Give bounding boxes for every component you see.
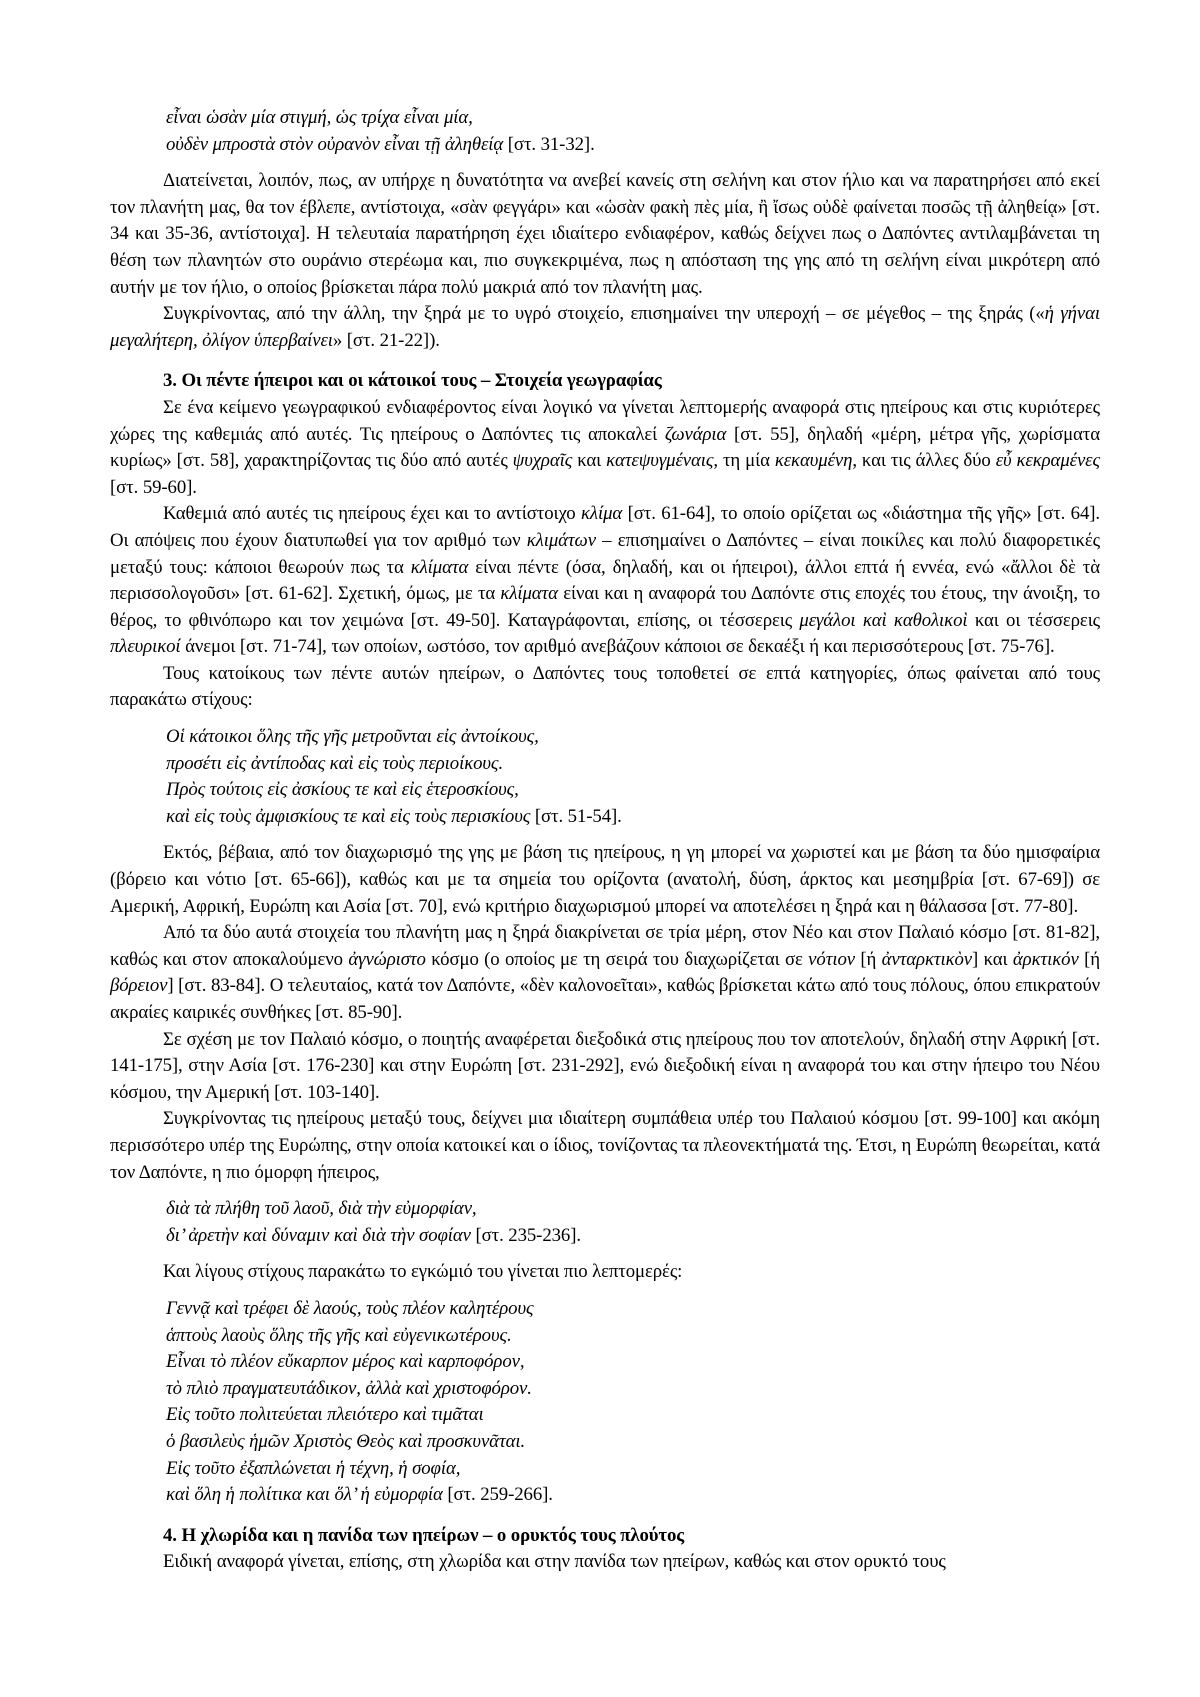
section-heading (110, 368, 1100, 395)
text-run: κλιμάτων (526, 529, 596, 551)
text-run: ] [στ. 83-84]. Ο τελευταίος, κατά τον Δαπόντε, «δὲν καλονοεῖται», καθώς βρίσκεται κάτω από τους πόλους, όπου επικρατούν ακραίες καιρικές συνθήκες [στ. 85-90]. (110, 975, 1100, 1023)
text-run: κατεψυγμέναις (606, 450, 714, 472)
text-run: [στ. 31-32]. (503, 133, 595, 155)
paragraph (110, 840, 1100, 920)
paragraph (110, 168, 1100, 301)
text-run: 4. Η χλωρίδα και η πανίδα των ηπείρων – ο ορυκτός τους πλούτος (163, 1524, 685, 1546)
text-run: , τη μία (713, 450, 775, 472)
text-run: είναι και η αναφορά του Δαπόντε στις εποχές του έτους, την άνοιξη, το θέρος, το φθινόπωρο και τον χειμώνα [στ. 49-50]. Καταγράφονται, επίσης, οι τέσσερεις (110, 583, 1100, 631)
verse-block (166, 105, 1100, 158)
text-run: » [στ. 21-22]). (332, 329, 440, 351)
text-run: [στ. 61-64], το οποίο ορίζεται ως «διάστημα τῆς γῆς» [στ. 64]. Οι απόψεις που έχουν διατυπωθεί για τον αριθμό των (110, 503, 1100, 551)
text-run: [ή (1078, 948, 1100, 970)
text-run: εὖ κεκραμένες (995, 450, 1100, 472)
text-run: ἀγνώριστο (348, 948, 426, 970)
text-run: ἁπτοὺς λαοὺς ὅλης τῆς γῆς καὶ εὐγενικωτέρους. (166, 1324, 512, 1346)
text-run: μεγάλοι καὶ καθολικοὶ (799, 609, 968, 631)
paragraph (110, 920, 1100, 1026)
paragraph (110, 1106, 1100, 1186)
text-run: Καθεμιά από αυτές τις ηπείρους έχει και το αντίστοιχο (163, 503, 581, 525)
text-run: Συγκρίνοντας, από την άλλη, την ξηρά με το υγρό στοιχείο, επισημαίνει την υπεροχή – σε μέγεθος – της ξηράς (« (163, 303, 1045, 325)
text-run: εἶναι ὡσὰν μία στιγμή, ὡς τρίχα εἶναι μία, (166, 107, 473, 128)
text-run: καὶ εἰς τοὺς ἀμφισκίους τε καὶ εἰς τοὺς περισκίους (166, 805, 531, 827)
paragraph (110, 661, 1100, 714)
text-run: [ή (854, 948, 882, 970)
text-run: Εἰς τοῦτο πολιτεύεται πλειότερο καὶ τιμᾶται (166, 1404, 484, 1426)
text-run: Σε σχέση με τον Παλαιό κόσμο, ο ποιητής αναφέρεται διεξοδικά στις ηπείρους που τον αποτελούν, δηλαδή στην Αφρική [στ. 141-175], στην Ασία [στ. 176-230] και στην Ευρώπη [στ. 231-292], ενώ διεξοδική είναι η αναφορά του και στην ήπειρο του Νέου κόσμου, την Αμερική [στ. 103-140]. (110, 1028, 1100, 1103)
verse-line (166, 724, 1100, 751)
paragraph (110, 395, 1100, 501)
text-run: [στ. 259-266]. (442, 1484, 553, 1506)
paragraph (110, 501, 1100, 661)
text-run: Διατείνεται, λοιπόν, πως, αν υπήρχε η δυνατότητα να ανεβεί κανείς στη σελήνη και στον ήλιο και να παρατηρήσει από εκεί τον πλανήτη μας, θα τον έβλεπε, αντίστοιχα, «σὰν φεγγάρι» και «ὡσὰν φακὴ πὲς μία, ἢ ἴσως οὐδὲ φαίνεται ποσῶς τῇ ἀληθείᾳ» [στ. 34 και 35-36, αντίστοιχα]. Η τελευταία παρατήρηση έχει ιδιαίτερο ενδιαφέρον, καθώς δείχνει πως ο Δαπόντες αντιλαμβάνεται τη θέση των πλανητών στο ουράνιο στερέωμα και, πιο συγκεκριμένα, πως η απόσταση της γης από τη σελήνη είναι μικρότερη από αυτήν με τον ήλιο, ο οποίος βρίσκεται πάρα πολύ μακριά από τον πλανήτη μας. (110, 170, 1100, 298)
text-run: πλευρικοί (110, 636, 181, 658)
text-run: Ειδική αναφορά γίνεται, επίσης, στη χλωρίδα και στην πανίδα των ηπείρων, καθώς και στον ορυκτό τους (163, 1551, 946, 1573)
verse-line (166, 777, 1100, 804)
verse-line (166, 1349, 1100, 1376)
text-run: [στ. 59-60]. (110, 476, 197, 498)
paragraph (110, 1259, 1100, 1286)
section-heading (110, 1523, 1100, 1550)
verse-line (166, 1429, 1100, 1456)
verse-line (166, 1456, 1100, 1483)
text-run: Και λίγους στίχους παρακάτω το εγκώμιό του γίνεται πιο λεπτομερές: (163, 1261, 683, 1283)
paragraph (110, 1549, 1100, 1576)
verse-line (166, 1402, 1100, 1429)
text-run: άνεμοι [στ. 71-74], των οποίων, ωστόσο, τον αριθμό ανεβάζουν κάποιοι σε δεκαέξι ή και περισσότερους [στ. 75-76]. (180, 636, 1055, 658)
text-run: Από τα δύο αυτά στοιχεία του πλανήτη μας η ξηρά διακρίνεται σε τρία μέρη, στον Νέο και στον Παλαιό κόσμο [στ. 81-82], καθώς και στον αποκαλούμενο (110, 922, 1100, 970)
verse-line (166, 1323, 1100, 1350)
text-run: κόσμο (ο οποίος με τη σειρά του διαχωρίζεται σε (425, 948, 809, 970)
text-run: διὰ τὰ πλήθη τοῦ λαοῦ, διὰ τὴν εὐμορφίαν, (166, 1198, 477, 1220)
text-run: ἀνταρκτικὸν (881, 948, 973, 970)
text-run: Σε ένα κείμενο γεωγραφικού ενδιαφέροντος είναι λογικό να γίνεται λεπτομερής αναφορά στις ηπείρους και στις κυριότερες χώρες της καθεμιάς από αυτές. Τις ηπείρους ο Δαπόντες τις αποκαλεί (110, 396, 1100, 445)
verse-line (166, 1223, 1100, 1250)
verse-line (166, 1296, 1100, 1323)
text-run: τὸ πλιὸ πραγματευτάδικον, ἀλλὰ καὶ χριστοφόρον. (166, 1377, 532, 1399)
text-run: – επισημαίνει ο Δαπόντες – είναι ποικίλες και πολύ διαφορετικές μεταξύ τους: κάποιοι θεωρούν πως τα (110, 529, 1100, 578)
text-run: Πρὸς τούτοις εἰς ἀσκίους τε καὶ εἰς ἑτεροσκίους, (166, 779, 519, 801)
text-run: Γεννᾷ καὶ τρέφει δὲ λαούς, τοὺς πλέον καλητέρους (166, 1297, 534, 1319)
text-run: ὁ βασιλεὺς ἡμῶν Χριστὸς Θεὸς καὶ προσκυνᾶται. (166, 1430, 526, 1452)
text-run: προσέτι εἰς ἀντίποδας καὶ εἰς τοὺς περιοίκους. (166, 752, 504, 774)
document-content (110, 95, 1100, 1576)
text-run: Συγκρίνοντας τις ηπείρους μεταξύ τους, δείχνει μια ιδιαίτερη συμπάθεια υπέρ του Παλαιού κόσμου [στ. 99-100] και ακόμη περισσότερο υπέρ της Ευρώπης, στην οποία κατοικεί και ο ίδιος, τονίζοντας τα πλεονεκτήματά της. Έτσι, η Ευρώπη θεωρείται, κατά τον Δαπόντε, η πιο όμορφη ήπειρος, (110, 1108, 1100, 1183)
text-run: κλίμα (581, 503, 623, 525)
paragraph (110, 301, 1100, 354)
text-run: νότιον (808, 948, 855, 970)
text-run: είναι πέντε (όσα, δηλαδή, και οι ήπειροι), άλλοι επτά ή εννέα, ενώ «ἄλλοι δὲ τὰ περισσολογοῦσι» [στ. 61-62]. Σχετική, όμως, με τα (110, 556, 1100, 605)
text-run: Εἰς τοῦτο ἐξαπλώνεται ἡ τέχνη, ἡ σοφία, (166, 1457, 461, 1479)
text-run: [στ. 55], δηλαδή «μέρη, μέτρα γῆς, χωρίσματα κυρίως» [στ. 58], χαρακτηρίζοντας τις δύο από αυτές (110, 423, 1100, 472)
verse-line (166, 1376, 1100, 1403)
verse-line (166, 751, 1100, 778)
text-run: δι’ ἀρετὴν καὶ δύναμιν καὶ διὰ τὴν σοφίαν (166, 1224, 471, 1246)
paragraph (110, 1027, 1100, 1107)
text-run: ζωνάρια (664, 423, 727, 445)
text-run: κλίματα (500, 583, 558, 605)
verse-block (166, 1296, 1100, 1509)
text-run: κεκαυμένη (774, 450, 853, 472)
text-run: βόρειον (110, 975, 168, 997)
text-run: και οι τέσσερεις (967, 609, 1101, 631)
text-run: [στ. 235-236]. (470, 1224, 581, 1246)
verse-block (166, 724, 1100, 830)
text-run: Τους κατοίκους των πέντε αυτών ηπείρων, ο Δαπόντες τους τοποθετεί σε επτά κατηγορίες, όπως φαίνεται από τους παρακάτω στίχους: (110, 662, 1100, 711)
text-run: καὶ ὅλη ἡ πολίτικα και ὅλ’ ἡ εὐμορφία (166, 1484, 443, 1506)
text-run: Οἱ κάτοικοι ὅλης τῆς γῆς μετροῦνται εἰς ἀντοίκους, (166, 726, 539, 748)
text-run: ἡ γήναι μεγαλήτερη, ὀλίγον ὑπερβαίνει (110, 303, 1100, 351)
text-run: και (572, 450, 607, 472)
text-run: , και τις άλλες δύο (852, 450, 996, 472)
text-run: Εκτός, βέβαια, από τον διαχωρισμό της γης με βάση τις ηπείρους, η γη μπορεί να χωριστεί και με βάση τα δύο ημισφαίρια (βόρειο και νότιο [στ. 65-66]), καθώς και με τα σημεία του ορίζοντα (ανατολή, δύση, άρκτος και μεσημβρία [στ. 67-69]) σε Αμερική, Αφρική, Ευρώπη και Ασία [στ. 70], ενώ κριτήριο διαχωρισμού μπορεί να αποτελέσει η ξηρά και η θάλασσα [στ. 77-80]. (110, 842, 1100, 917)
text-run: ἀρκτικόν (1012, 948, 1079, 970)
verse-block (166, 1196, 1100, 1249)
verse-line (166, 132, 1100, 159)
verse-line (166, 1196, 1100, 1223)
verse-line (166, 804, 1100, 831)
text-run: οὐδὲν μπροστὰ στὸν οὐρανὸν εἶναι τῇ ἀληθείᾳ (166, 133, 504, 155)
verse-line (166, 105, 1100, 132)
text-run: [στ. 51-54]. (530, 805, 622, 827)
verse-line (166, 1482, 1100, 1509)
text-run: Εἶναι τὸ πλέον εὔκαρπον μέρος καὶ καρποφόρον, (166, 1351, 525, 1373)
text-run: ] και (972, 948, 1013, 970)
text-run: ψυχραῖς (512, 450, 573, 472)
text-run: 3. Οι πέντε ήπειροι και οι κάτοικοί τους – Στοιχεία γεωγραφίας (163, 370, 662, 392)
text-run: κλίματα (410, 556, 469, 578)
